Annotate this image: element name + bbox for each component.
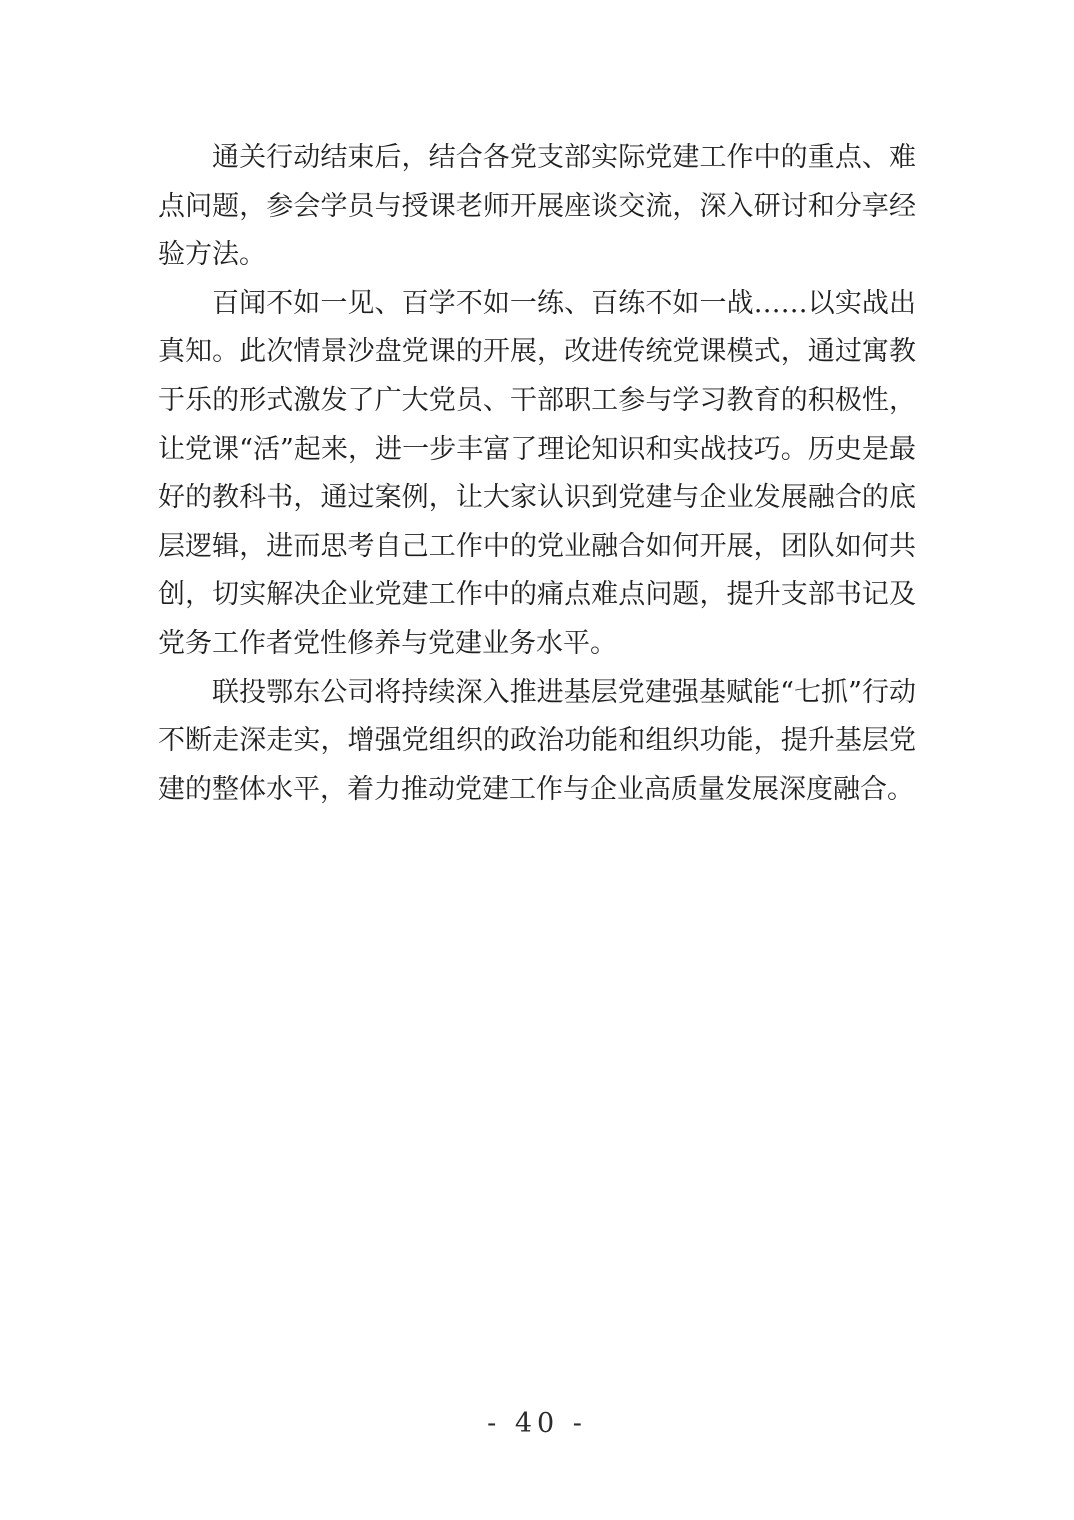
paragraph: 联投鄂东公司将持续深入推进基层党建强基赋能“七抓”行动不断走深走实，增强党组织的政治功能和组织功能，提升基层党建的整体水平，着力推动党建工作与企业高质量发展深度融合。 [158,676,916,805]
paragraph: 百闻不如一见、百学不如一练、百练不如一战……以实战出真知。此次情景沙盘党课的开展，改进传统党课模式，通过寓教于乐的形式激发了广大党员、干部职工参与学习教育的积极性，让党课“活”起来，进一步丰富了理论知识和实战技巧。历史是最好的教科书，通过案例，让大家认识到党建与企业发展融合的底层逻辑，进而思考自己工作中的党业融合如何开展，团队如何共创，切实解决企业党建工作中的痛点难点问题，提升支部书记及党务工作者党性修养与党建业务水平。 [158,287,916,659]
document-body [158,134,916,814]
paragraph: 通关行动结束后，结合各党支部实际党建工作中的重点、难点问题，参会学员与授课老师开展座谈交流，深入研讨和分享经验方法。 [158,142,916,271]
page-number: - 40 - [487,1408,587,1439]
